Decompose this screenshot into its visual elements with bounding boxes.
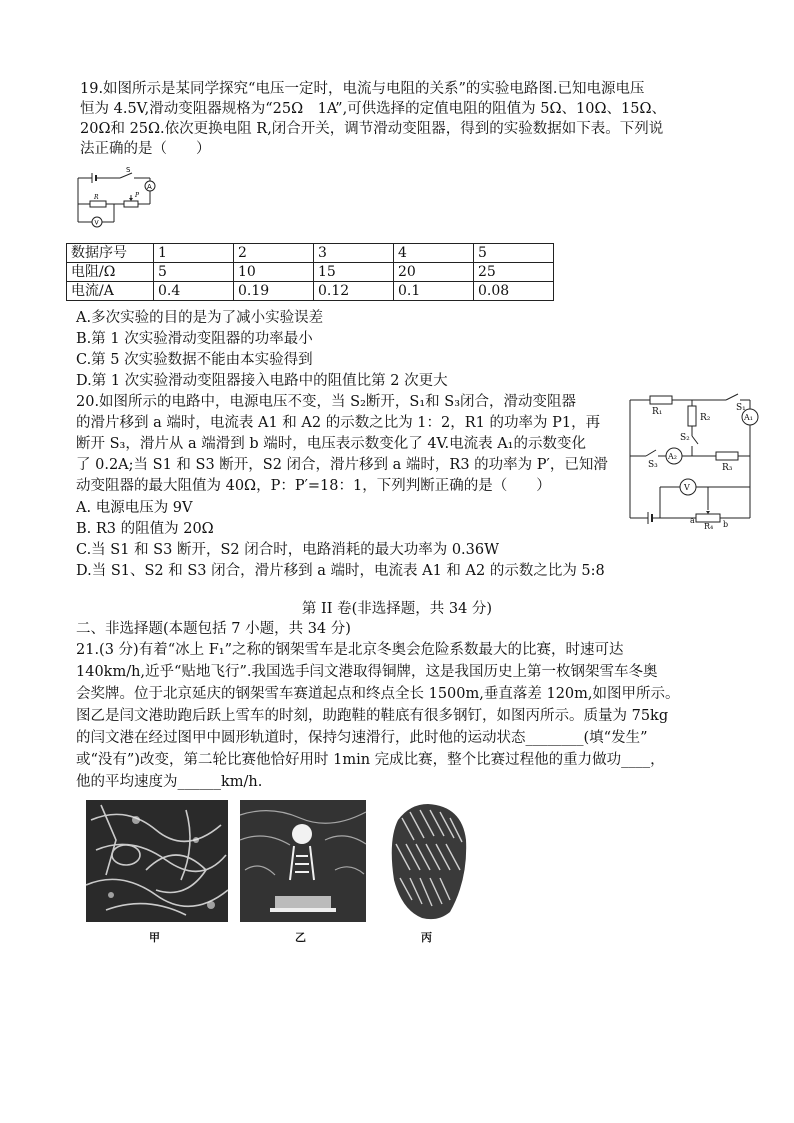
table-cell: 电阻/Ω (67, 263, 154, 282)
q19-switch-label: S (126, 166, 131, 174)
table-cell: 5 (154, 263, 234, 282)
q20-line-3: 断开 S₃，滑片从 a 端滑到 b 端时，电压表示数变化了 4V.电流表 A₁的示数变化 (76, 436, 586, 452)
caption-jia: 甲 (149, 931, 160, 944)
q19-data-table (66, 243, 554, 301)
table-cell: 2 (234, 244, 314, 263)
q20-s3-label: S₃ (648, 460, 658, 470)
section-title: 第 II 卷(非选择题，共 34 分) (301, 601, 493, 617)
section-heading: 二、非选择题(本题包括 7 小题，共 34 分) (76, 621, 351, 637)
q19-voltmeter-label: V (94, 219, 99, 227)
table-cell: 1 (154, 244, 234, 263)
q19-line-4: 法正确的是（ ） (80, 141, 211, 157)
q20-a1-label: A₁ (744, 413, 753, 422)
q19-line-1: 19.如图所示是某同学探究“电压一定时，电流与电阻的关系”的实验电路图.已知电源电压 (80, 81, 645, 97)
table-row (67, 263, 554, 282)
table-cell: 10 (234, 263, 314, 282)
q19-option-c: C.第 5 次实验数据不能由本实验得到 (76, 352, 313, 368)
q20-line-1: 20.如图所示的电路中，电源电压不变，当 S₂断开，S₁和 S₃闭合，滑动变阻器 (76, 394, 577, 410)
q20-a-end-label: a (690, 516, 695, 525)
q20-option-a: A. 电源电压为 9V (76, 500, 193, 516)
table-cell: 0.19 (234, 282, 314, 301)
q21-line-6: 或“没有”)改变，第二轮比赛他恰好用时 1min 完成比赛，整个比赛过程他的重力做功____， (76, 752, 665, 768)
table-cell: 0.1 (394, 282, 474, 301)
caption-yi: 乙 (295, 931, 306, 944)
q19-option-d: D.第 1 次实验滑动变阻器接入电路中的阻值比第 2 次更大 (76, 373, 448, 389)
q20-line-5: 动变阻器的最大阻值为 40Ω，P：P′=18：1，下列判断正确的是（ ） (76, 478, 551, 494)
q19-circuit-diagram (74, 164, 166, 230)
table-cell: 数据序号 (67, 244, 154, 263)
table-cell: 0.12 (314, 282, 394, 301)
q20-option-c: C.当 S1 和 S3 断开，S2 闭合时，电路消耗的最大功率为 0.36W (76, 542, 500, 558)
table-cell: 20 (394, 263, 474, 282)
q21-line-3: 会奖牌。位于北京延庆的钢架雪车赛道起点和终点全长 1500m,垂直落差 120m,如图甲所示。 (76, 686, 680, 702)
q20-b-end-label: b (723, 520, 729, 529)
q19-ammeter-label: A (147, 183, 152, 191)
table-cell: 3 (314, 244, 394, 263)
table-cell: 5 (474, 244, 554, 263)
q19-line-3: 20Ω和 25Ω.依次更换电阻 R,闭合开关，调节滑动变阻器，得到的实验数据如下表。下列说 (80, 121, 664, 137)
q21-line-5: 的闫文港在经过图甲中圆形轨道时，保持匀速滑行，此时他的运动状态________(填“发生” (76, 730, 648, 746)
table-cell: 0.08 (474, 282, 554, 301)
table-cell: 25 (474, 263, 554, 282)
table-row (67, 244, 554, 263)
q20-option-b: B. R3 的阻值为 20Ω (76, 521, 214, 537)
q20-circuit-diagram (626, 392, 766, 531)
q21-line-7: 他的平均速度为______km/h. (76, 774, 263, 790)
q20-r1-label: R₁ (652, 407, 663, 417)
track-photo (86, 800, 228, 922)
q19-option-b: B.第 1 次实验滑动变阻器的功率最小 (76, 331, 313, 347)
q19-line-2: 恒为 4.5V,滑动变阻器规格为“25Ω 1A”,可供选择的定值电阻的阻值为 5Ω、10Ω、15Ω、 (80, 101, 666, 117)
q20-v-label: V (684, 483, 690, 492)
q20-option-d: D.当 S1、S2 和 S3 闭合，滑片移到 a 端时，电流表 A1 和 A2 的示数之比为 5:8 (76, 563, 605, 579)
q20-s1-label: S₁ (736, 403, 746, 413)
q21-line-2: 140km/h,近乎“贴地飞行”.我国选手闫文港取得铜牌，这是我国历史上第一枚钢架雪车冬奥 (76, 664, 658, 680)
q20-r3-label: R₃ (722, 463, 733, 473)
q19-rheostat-label: P (135, 192, 140, 199)
table-row (67, 282, 554, 301)
q19-resistor-label: R (94, 194, 99, 201)
q20-r4-label: R₄ (704, 522, 714, 531)
q19-option-a: A.多次实验的目的是为了减小实验误差 (76, 310, 324, 326)
athlete-photo (240, 800, 366, 922)
table-cell: 15 (314, 263, 394, 282)
table-cell: 电流/A (67, 282, 154, 301)
caption-bing: 丙 (421, 931, 432, 944)
table-cell: 0.4 (154, 282, 234, 301)
q21-line-4: 图乙是闫文港助跑后跃上雪车的时刻，助跑鞋的鞋底有很多钢钉，如图丙所示。质量为 75kg (76, 708, 669, 724)
shoe-sole-photo (380, 800, 476, 922)
q20-a2-label: A₂ (668, 452, 677, 461)
q21-line-1: 21.(3 分)有着“冰上 F₁”之称的钢架雪车是北京冬奥会危险系数最大的比赛，时速可达 (76, 642, 624, 658)
q20-r2-label: R₂ (700, 413, 711, 423)
table-cell: 4 (394, 244, 474, 263)
q20-line-2: 的滑片移到 a 端时，电流表 A1 和 A2 的示数之比为 1：2，R1 的功率为 P1，再 (76, 415, 601, 431)
q20-s2-label: S₂ (680, 433, 690, 443)
q20-line-4: 了 0.2A;当 S1 和 S3 断开，S2 闭合，滑片移到 a 端时，R3 的功率为 P′，已知滑 (76, 457, 608, 473)
